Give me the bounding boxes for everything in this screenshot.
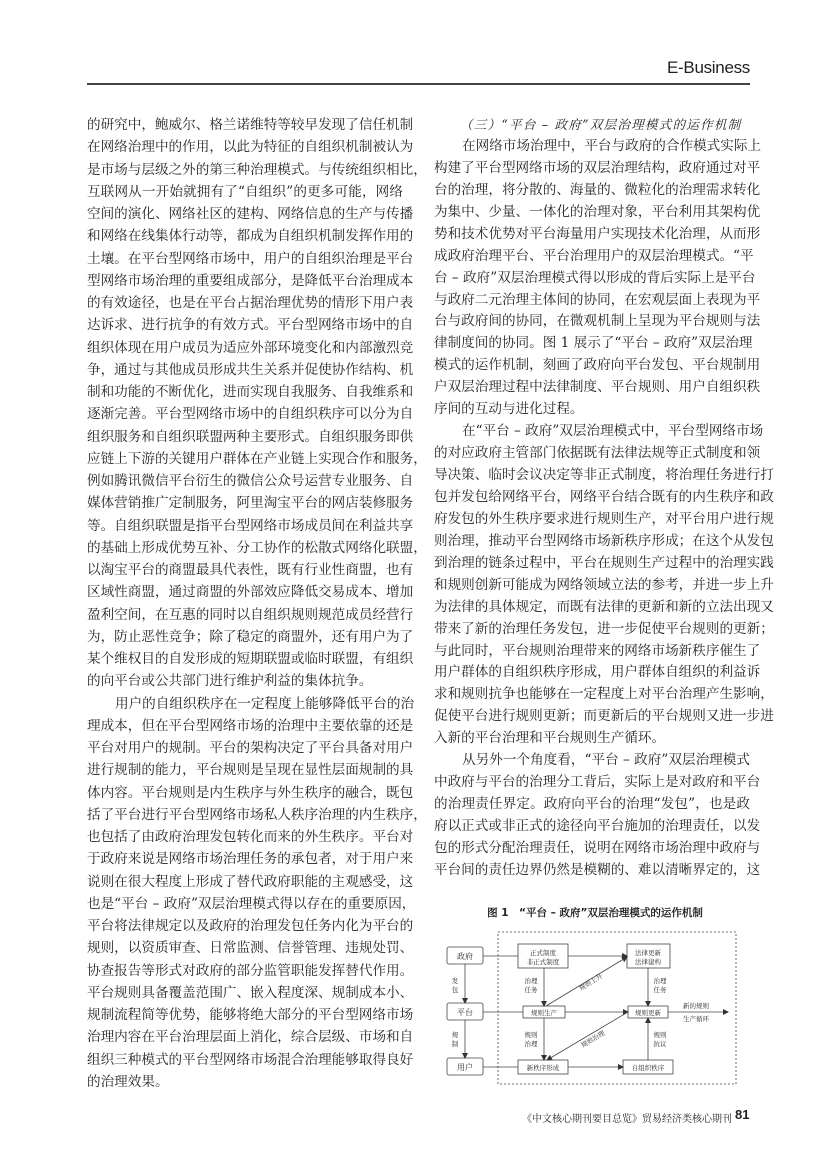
paragraph-line: 和规则创新可能成为网络领域立法的参考，并进一步上升 (434, 576, 774, 593)
label-rule-rise: 规则上升 (577, 972, 605, 993)
paragraph-line: 说则在很大程度上形成了替代政府职能的主观感受，这 (87, 873, 414, 890)
paragraph-line: 的基础上形成优势互补、分工协作的松散式网络化联盟， (87, 539, 427, 556)
paragraph-line: 的研究中，鲍威尔、格兰诺维特等较早发现了信任机制 (87, 117, 414, 133)
paragraph-line: 平台将法律规定以及政府的治理发包任务内化为平台的 (87, 918, 414, 934)
paragraph-line: 序间的互动与进化过程。 (434, 401, 584, 418)
paragraph-line: 协查报告等形式对政府的部分监管职能发挥替代作用。 (87, 962, 414, 979)
paragraph-line: 应链上下游的关键用户群体在产业链上实现合作和服务， (87, 450, 427, 467)
paragraph-line: 空间的演化、网络社区的建构、网络信息的生产与传播 (87, 206, 414, 222)
right-text-column (434, 114, 774, 882)
paragraph-line: 体内容。平台规则是内生秩序与外生秩序的融合，既包 (87, 784, 414, 801)
paragraph-line: 的向平台或公共部门进行维护利益的集体抗争。 (87, 673, 373, 690)
label-contract-2: 包 (451, 986, 459, 994)
paragraph-line: 争，通过与其他成员形成共生关系并促使协作结构、机 (87, 361, 414, 378)
paragraph-line: 到治理的链条过程中，平台在规则生产过程中的治理实践 (434, 554, 774, 571)
label-rule-governance-diagonal: 规则治理 (579, 1029, 607, 1050)
label-rule-gov-2: 治理 (524, 1040, 538, 1048)
paragraph-line: 等。自组织联盟是指平台型网络市场成员间在利益共享 (87, 517, 414, 534)
arrow-rule-governance (547, 1012, 628, 1060)
label-task-left-2: 任务 (524, 986, 538, 994)
paragraph-line: 用户的自组织秩序在一定程度上能够降低平台的治 (115, 695, 415, 712)
paragraph-line: 带来了新的治理任务发包，进一步促使平台规则的更新； (434, 620, 774, 637)
box-new-order-label: 新秩序形成 (526, 1064, 560, 1072)
paragraph-line: 用户群体的自组织秩序形成，用户群体自组织的利益诉 (434, 664, 761, 681)
paragraph-line: 台 – 政府”双层治理模式得以形成的背后实际上是平台 (434, 269, 756, 286)
paragraph-line: 是市场与层级之外的第三种治理模式。与传统组织相比， (87, 161, 427, 178)
header-rule (87, 83, 750, 85)
paragraph-line: 在网络市场治理中，平台与政府的合作模式实际上 (462, 137, 762, 154)
paragraph-line: 的治理效果。 (87, 1073, 169, 1090)
box-rule-production-label: 规则生产 (531, 1009, 557, 1017)
running-header-section: E-Business (667, 58, 750, 77)
paragraph-line: 某个维权目的自发形成的短期联盟或临时联盟，有组织 (87, 651, 414, 667)
paragraph-line: 也包括了由政府治理发包转化而来的外生秩序。平台对 (87, 829, 414, 845)
section-heading: （三）“平台 – 政府”双层治理模式的运作机制 (460, 117, 742, 132)
paragraph-line: 的对应政府主管部门依据既有法律法规等正式制度和领 (434, 445, 761, 462)
paragraph-line: 与此同时，平台规则治理带来的网络市场新秩序催生了 (434, 642, 761, 659)
paragraph-line: 组织服务和自组织联盟两种主要形式。自组织服务即供 (87, 428, 414, 445)
paragraph-line: 构建了平台型网络市场的双层治理结构，政府通过对平 (434, 159, 761, 176)
paragraph-line: 平台间的责任边界仍然是模糊的、难以清晰界定的，这 (434, 861, 761, 878)
paragraph-line: 规制流程简等优势，能够将绝大部分的平台型网络市场 (87, 1007, 414, 1023)
paragraph-line: 为，防止恶性竞争；除了稳定的商盟外，还有用户为了 (87, 628, 414, 645)
paragraph-line: 达诉求、进行抗争的有效方式。平台型网络市场中的自 (87, 317, 414, 334)
page-number: 81 (735, 1107, 750, 1122)
paragraph-line: 在“平台 – 政府”双层治理模式中，平台型网络市场 (462, 423, 764, 440)
paragraph-line: 台的治理，将分散的、海量的、微粒化的治理需求转化 (434, 181, 761, 198)
footer-journal-note: 《中文核心期刊要目总览》贸易经济类核心期刊 (522, 1114, 732, 1125)
paragraph-line: 组织体现在用户成员为适应外部环境变化和内部激烈竞 (87, 339, 414, 356)
paragraph-line: 府发包的外生秩序要求进行规则生产，对平台用户进行规 (434, 510, 774, 527)
paragraph-line: 户双层治理过程中法律制度、平台规则、用户自组织秩 (434, 379, 761, 396)
label-rule-protest-1: 规则 (653, 1031, 667, 1039)
paragraph-line: 在网络治理中的作用，以此为特征的自组织机制被认为 (87, 139, 414, 156)
paragraph-line: 也是“平台 – 政府”双层治理模式得以存在的重要原因， (87, 895, 416, 912)
paragraph-line: 包的形式分配治理责任，说明在网络市场治理中政府与 (434, 839, 761, 856)
paragraph-line: 则治理，推动平台型网络市场新秩序形成；在这个从发包 (434, 532, 774, 549)
actor-user: 用户 (457, 1063, 473, 1072)
paragraph-line: 为法律的具体规定，而既有法律的更新和新的立法出现又 (434, 598, 774, 615)
left-text-column (87, 114, 427, 1093)
box-formal-label-1: 正式制度 (530, 949, 556, 957)
paragraph-line: 入新的平台治理和平台规则生产循环。 (434, 730, 666, 747)
label-contract-1: 发 (451, 977, 459, 985)
paragraph-line: 成政府治理平台、平台治理用户的双层治理模式。“平 (434, 247, 754, 264)
paragraph-line: 府以正式或非正式的途径向平台施加的治理责任，以发 (434, 818, 761, 834)
paragraph-line: 进行规制的能力，平台规则是呈现在显性层面规制的具 (87, 762, 414, 779)
paragraph-line: 台与政府间的协同，在微观机制上呈现为平台规则与法 (434, 313, 761, 330)
paragraph-line: 的治理责任界定。政府向平台的治理“发包”，也是政 (434, 796, 750, 813)
paragraph-line: 规则，以资质审查、日常监测、信誉管理、违规处罚、 (87, 940, 414, 957)
governance-mechanism-diagram (430, 900, 760, 1100)
label-new-cycle-2: 生产循环 (683, 1015, 709, 1023)
label-task-right-1: 治理 (653, 977, 667, 985)
figure-caption: 图 1 “平台 – 政府”双层治理模式的运作机制 (487, 907, 703, 919)
paragraph-line: 中政府与平台的治理分工背后，实际上是对政府和平台 (434, 774, 761, 791)
paragraph-line: 和网络在线集体行动等，都成为自组织机制发挥作用的 (87, 228, 414, 245)
paragraph-line: 土壤。在平台型网络市场中，用户的自组织治理是平台 (87, 250, 414, 267)
box-rule-update-label: 规则更新 (635, 1009, 661, 1017)
paragraph-line: 为集中、少量、一体化的治理对象，平台利用其架构优 (434, 203, 761, 220)
label-regulate-1: 规 (451, 1031, 459, 1039)
paragraph-line: 逐渐完善。平台型网络市场中的自组织秩序可以分为自 (87, 406, 414, 423)
paragraph-line: 模式的运作机制，刻画了政府向平台发包、平台规制用 (434, 357, 761, 374)
paragraph-line: 促使平台进行规则更新；而更新后的平台规则又进一步进 (434, 708, 774, 725)
box-formal-label-2: 非正式制度 (526, 958, 560, 966)
label-rule-protest-2: 抗议 (653, 1040, 667, 1048)
paragraph-line: 例如腾讯微信平台衍生的微信公众号运营专业服务、自 (87, 473, 414, 489)
paragraph-line: 治理内容在平台治理层面上消化，综合层级、市场和自 (87, 1029, 414, 1046)
paragraph-line: 盈利空间，在互惠的同时以自组织规则规范成员经营行 (87, 606, 414, 623)
paragraph-line: 于政府来说是网络市场治理任务的承包者，对于用户来 (87, 851, 414, 868)
paragraph-line: 区域性商盟，通过商盟的外部效应降低交易成本、增加 (87, 584, 414, 601)
paragraph-line: 导决策、临时会议决定等非正式制度，将治理任务进行打 (434, 467, 774, 483)
paragraph-line: 理成本，但在平台型网络市场的治理中主要依靠的还是 (87, 717, 414, 734)
paragraph-line: 组织三种模式的平台型网络市场混合治理能够取得良好 (87, 1051, 414, 1068)
paragraph-line: 包并发包给网络平台，网络平台结合既有的内生秩序和政 (434, 488, 774, 505)
paragraph-line: 从另外一个角度看，“平台 – 政府”双层治理模式 (462, 752, 750, 769)
paragraph-line: 括了平台进行平台型网络市场私人秩序治理的内生秩序， (87, 806, 427, 823)
paragraph-line: 求和规则抗争也能够在一定程度上对平台治理产生影响， (434, 686, 774, 703)
paragraph-line: 互联网从一开始就拥有了“自组织”的更多可能，网络 (87, 183, 403, 200)
paragraph-line: 的有效途径，也是在平台占据治理优势的情形下用户表 (87, 295, 414, 311)
label-new-cycle-1: 新的规则 (683, 1002, 709, 1010)
box-law-label-2: 法律建构 (635, 958, 661, 966)
label-task-right-2: 任务 (653, 986, 667, 994)
actor-government: 政府 (457, 952, 473, 961)
paragraph-line: 平台规则具备覆盖范围广、嵌入程度深、规制成本小、 (87, 984, 414, 1001)
label-rule-gov-1: 规则 (524, 1031, 538, 1039)
paragraph-line: 以淘宝平台的商盟最具代表性，既有行业性商盟，也有 (87, 562, 414, 578)
label-task-left-1: 治理 (524, 977, 538, 985)
box-law-label-1: 法律更新 (635, 949, 661, 957)
paragraph-line: 律制度间的协同。图 1 展示了“平台 – 政府”双层治理 (434, 335, 753, 352)
paragraph-line: 型网络市场治理的重要组成部分，是降低平台治理成本 (87, 272, 414, 289)
actor-platform: 平台 (457, 1008, 473, 1017)
box-self-org-label: 自组织秩序 (631, 1064, 665, 1072)
paragraph-line: 势和技术优势对平台海量用户实现技术化治理，从而形 (434, 225, 761, 242)
paragraph-line: 制和功能的不断优化，进而实现自我服务、自我维系和 (87, 384, 414, 400)
paragraph-line: 与政府二元治理主体间的协同，在宏观层面上表现为平 (434, 291, 761, 308)
label-regulate-2: 制 (451, 1040, 459, 1048)
paragraph-line: 媒体营销推广定制服务，阿里淘宝平台的网店装修服务 (87, 495, 414, 512)
paragraph-line: 平台对用户的规制。平台的架构决定了平台具备对用户 (87, 740, 414, 756)
